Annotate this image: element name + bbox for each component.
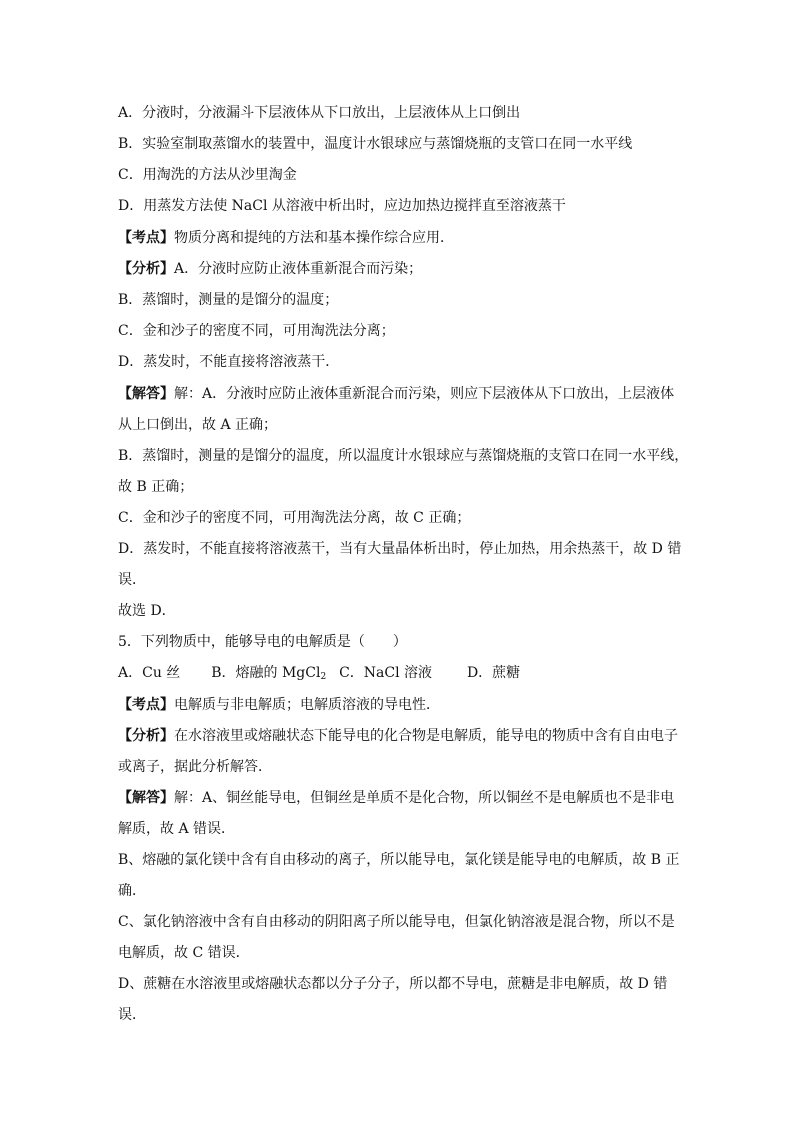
q5-kaodian <box>118 695 440 715</box>
q4-option-d: D．用蒸发方法使 NaCl 从溶液中析出时，应边加热边搅拌直至溶液蒸干 <box>118 198 566 214</box>
jieda-text-a1: 解：A．分液时应防止液体重新混合而污染，则应下层液体从下口放出，上层液体 <box>174 386 675 402</box>
kaodian-tag: 【考点】 <box>118 697 174 713</box>
q4-jieda-b1: B．蒸馏时，测量的是馏分的温度，所以温度计水银球应与蒸馏烧瓶的支管口在同一水平线， <box>118 448 689 464</box>
q5-option-d: D．蔗糖 <box>466 665 521 681</box>
q5-jieda-b1: B、熔融的氯化镁中含有自由移动的离子，所以能导电，氯化镁是能导电的电解质，故 B 正 <box>118 852 680 868</box>
q4-jieda-a2: 从上口倒出，故 A 正确； <box>118 417 278 433</box>
fenxi-text-a: A．分液时应防止液体重新混合而污染； <box>174 261 423 277</box>
q5-option-c: C．NaCl 溶液 <box>339 665 433 681</box>
q4-option-a: A．分液时，分液漏斗下层液体从下口放出，上层液体从上口倒出 <box>118 105 521 121</box>
q4-jieda-d1: D．蒸发时，不能直接将溶液蒸干，当有大量晶体析出时，停止加热，用余热蒸干，故 D 错 <box>118 541 682 557</box>
q4-jieda-b2: 故 B 正确； <box>118 479 194 495</box>
q5-question: 5．下列物质中，能够导电的电解质是（ ） <box>118 634 407 650</box>
q4-option-b: B．实验室制取蒸馏水的装置中，温度计水银球应与蒸馏烧瓶的支管口在同一水平线 <box>118 136 633 152</box>
q4-fenxi-b: B．蒸馏时，测量的是馏分的温度； <box>118 292 339 308</box>
q4-jieda <box>118 384 674 404</box>
q4-jieda-d2: 误． <box>118 572 146 588</box>
q5-jieda-a2: 解质，故 A 错误． <box>118 821 236 837</box>
jieda-tag: 【解答】 <box>118 386 174 402</box>
kaodian-text: 电解质与非电解质；电解质溶液的导电性． <box>174 697 440 713</box>
q4-fenxi-d: D．蒸发时，不能直接将溶液蒸干． <box>118 354 340 370</box>
kaodian-tag: 【考点】 <box>118 230 174 246</box>
jieda-text-a1: 解：A、铜丝能导电，但铜丝是单质不是化合物，所以铜丝不是电解质也不是非电 <box>174 790 675 806</box>
q4-fenxi <box>118 259 422 279</box>
q5-options <box>118 663 520 683</box>
q5-fenxi-1 <box>118 726 678 746</box>
q5-jieda-d1: D、蔗糖在水溶液里或熔融状态都以分子分子，所以都不导电，蔗糖是非电解质，故 D 错 <box>118 976 668 992</box>
fenxi-text-1: 在水溶液里或熔融状态下能导电的化合物是电解质，能导电的物质中含有自由电子 <box>174 728 678 744</box>
fenxi-tag: 【分析】 <box>118 728 174 744</box>
q5-option-b: B．熔融的 MgCl$_2$ <box>211 665 327 682</box>
fenxi-tag: 【分析】 <box>118 261 174 277</box>
q5-jieda-b2: 确． <box>118 883 146 899</box>
q4-option-c: C．用淘洗的方法从沙里淘金 <box>118 167 297 183</box>
q5-jieda-d2: 误． <box>118 1007 146 1023</box>
q4-answer: 故选 D． <box>118 603 176 619</box>
q5-option-a: A．Cu 丝 <box>118 665 181 681</box>
q5-fenxi-2: 或离子，据此分析解答． <box>118 759 272 775</box>
q5-jieda-c1: C、氯化钠溶液中含有自由移动的阴阳离子所以能导电，但氯化钠溶液是混合物，所以不是 <box>118 914 675 930</box>
q5-jieda-c2: 电解质，故 C 错误． <box>118 945 250 961</box>
q4-kaodian <box>118 228 454 248</box>
q5-jieda-a1 <box>118 788 674 808</box>
q4-jieda-c: C．金和沙子的密度不同，可用淘洗法分离，故 C 正确； <box>118 510 471 526</box>
kaodian-text: 物质分离和提纯的方法和基本操作综合应用． <box>174 230 454 246</box>
q4-fenxi-c: C．金和沙子的密度不同，可用淘洗法分离； <box>118 323 395 339</box>
jieda-tag: 【解答】 <box>118 790 174 806</box>
